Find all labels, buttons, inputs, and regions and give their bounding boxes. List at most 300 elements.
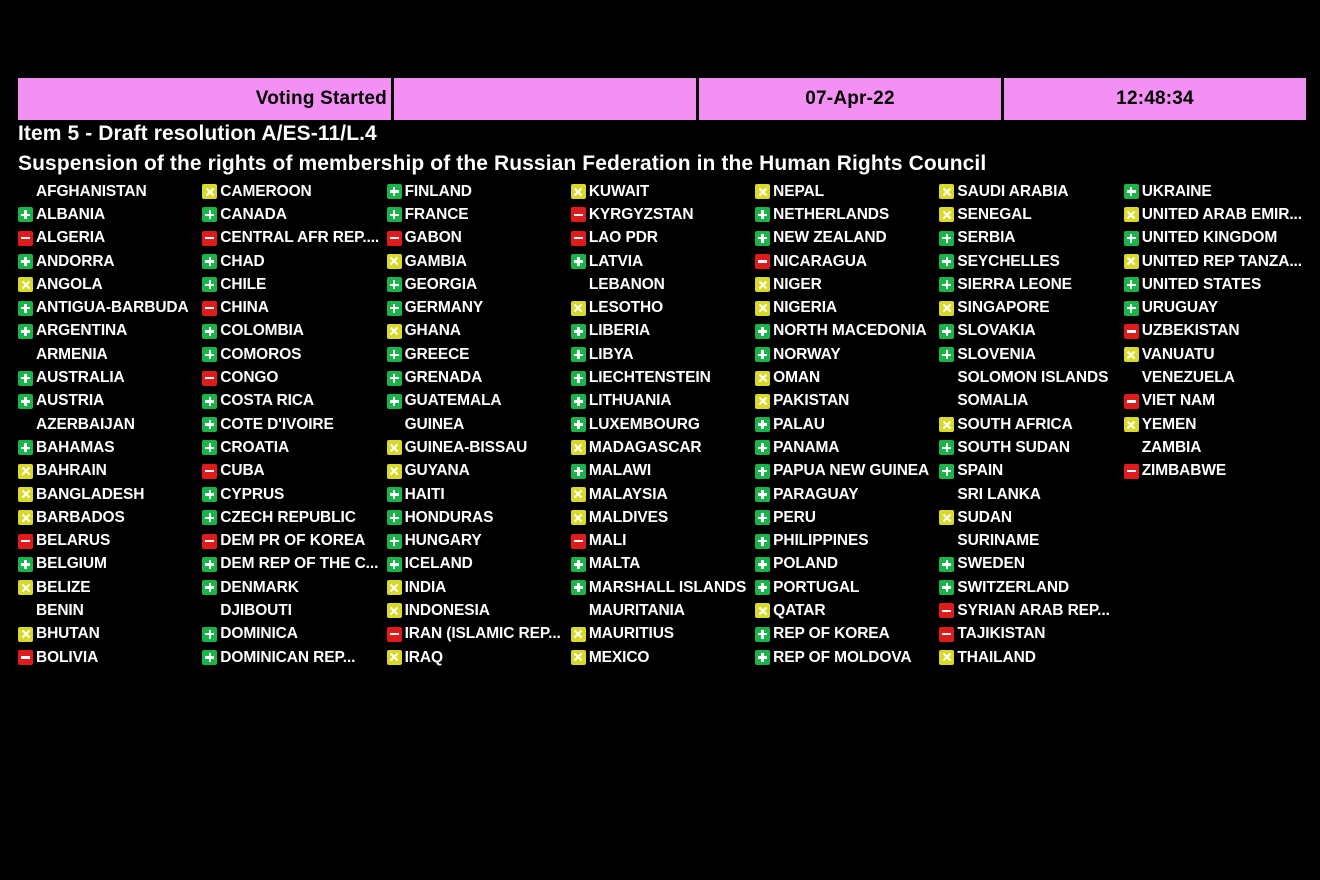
country-name: NICARAGUA: [773, 252, 867, 270]
country-vote-row: [387, 646, 571, 669]
country-vote-row: [202, 483, 386, 506]
country-vote-row: [571, 576, 755, 599]
abstain-vote-icon: [1124, 207, 1139, 222]
country-vote-row: [1124, 180, 1308, 203]
country-vote-row: [755, 483, 939, 506]
country-name: CYPRUS: [220, 485, 285, 503]
abstain-vote-icon: [571, 627, 586, 642]
country-vote-row: [571, 599, 755, 622]
yes-vote-icon: [387, 557, 402, 572]
country-name: SPAIN: [957, 462, 1004, 480]
abstain-vote-icon: [18, 627, 33, 642]
abstain-vote-icon: [571, 184, 586, 199]
yes-vote-icon: [571, 371, 586, 386]
abstain-vote-icon: [755, 603, 770, 618]
country-name: MEXICO: [588, 648, 650, 666]
country-vote-row: [939, 343, 1123, 366]
country-vote-row: [387, 436, 571, 459]
country-vote-row: [18, 273, 202, 296]
yes-vote-icon: [387, 394, 402, 409]
country-vote-row: [939, 320, 1123, 343]
yes-vote-icon: [387, 347, 402, 362]
yes-vote-icon: [755, 580, 770, 595]
country-vote-row: [1124, 227, 1308, 250]
country-name: SWEDEN: [957, 555, 1025, 573]
country-name: GUINEA: [404, 415, 465, 433]
no-vote-icon: [1124, 324, 1139, 339]
yes-vote-icon: [755, 440, 770, 455]
vote-column: [387, 180, 571, 669]
country-name: NORWAY: [773, 345, 841, 363]
yes-vote-icon: [202, 207, 217, 222]
country-vote-row: [939, 646, 1123, 669]
no-vote-icon: [202, 371, 217, 386]
country-name: SENEGAL: [957, 205, 1032, 223]
country-vote-row: [939, 250, 1123, 273]
yes-vote-icon: [202, 254, 217, 269]
country-vote-row: [755, 366, 939, 389]
country-vote-row: [202, 296, 386, 319]
country-vote-row: [18, 343, 202, 366]
country-vote-row: [755, 599, 939, 622]
country-name: GEORGIA: [404, 275, 478, 293]
country-vote-row: [755, 343, 939, 366]
country-vote-row: [571, 483, 755, 506]
country-name: INDIA: [404, 578, 447, 596]
country-name: DOMINICA: [220, 625, 298, 643]
yes-vote-icon: [202, 557, 217, 572]
no-vote-icon: [939, 603, 954, 618]
country-name: PANAMA: [773, 438, 840, 456]
abstain-vote-icon: [1124, 254, 1139, 269]
country-name: BELGIUM: [36, 555, 107, 573]
country-name: ZIMBABWE: [1141, 462, 1227, 480]
country-vote-row: [571, 506, 755, 529]
yes-vote-icon: [18, 324, 33, 339]
country-vote-row: [202, 343, 386, 366]
country-name: SLOVENIA: [957, 345, 1036, 363]
yes-vote-icon: [202, 487, 217, 502]
abstain-vote-icon: [387, 603, 402, 618]
vote-column: [18, 180, 202, 669]
country-name: KUWAIT: [588, 182, 650, 200]
country-name: PALAU: [773, 415, 825, 433]
country-name: LUXEMBOURG: [588, 415, 700, 433]
country-vote-row: [939, 529, 1123, 552]
country-vote-row: [387, 623, 571, 646]
abstain-vote-icon: [18, 580, 33, 595]
country-name: NORTH MACEDONIA: [773, 322, 927, 340]
country-name: MADAGASCAR: [588, 438, 702, 456]
abstain-vote-icon: [755, 184, 770, 199]
country-name: SIERRA LEONE: [957, 275, 1072, 293]
abstain-vote-icon: [755, 277, 770, 292]
country-vote-row: [571, 227, 755, 250]
country-name: LAO PDR: [588, 229, 658, 247]
country-name: POLAND: [773, 555, 838, 573]
country-vote-row: [1124, 343, 1308, 366]
country-name: BELARUS: [36, 532, 111, 550]
country-name: AUSTRIA: [36, 392, 105, 410]
country-vote-row: [755, 646, 939, 669]
country-name: MAURITIUS: [588, 625, 675, 643]
country-name: VENEZUELA: [1141, 369, 1235, 387]
country-name: TAJIKISTAN: [957, 625, 1046, 643]
country-name: NETHERLANDS: [773, 205, 890, 223]
yes-vote-icon: [755, 650, 770, 665]
yes-vote-icon: [571, 324, 586, 339]
yes-vote-icon: [387, 207, 402, 222]
vote-grid: [18, 180, 1308, 669]
abstain-vote-icon: [18, 510, 33, 525]
country-name: BELIZE: [36, 578, 91, 596]
country-vote-row: [387, 180, 571, 203]
country-name: HAITI: [404, 485, 445, 503]
yes-vote-icon: [202, 440, 217, 455]
no-vote-icon: [202, 301, 217, 316]
country-name: COLOMBIA: [220, 322, 304, 340]
yes-vote-icon: [571, 417, 586, 432]
country-name: PORTUGAL: [773, 578, 860, 596]
abstain-vote-icon: [755, 371, 770, 386]
country-vote-row: [755, 203, 939, 226]
country-vote-row: [571, 320, 755, 343]
yes-vote-icon: [202, 417, 217, 432]
country-name: CZECH REPUBLIC: [220, 508, 356, 526]
country-name: DEM REP OF THE C...: [220, 555, 379, 573]
yes-vote-icon: [202, 627, 217, 642]
country-vote-row: [387, 273, 571, 296]
country-vote-row: [18, 646, 202, 669]
yes-vote-icon: [18, 254, 33, 269]
country-name: BAHRAIN: [36, 462, 107, 480]
yes-vote-icon: [939, 277, 954, 292]
abstain-vote-icon: [939, 510, 954, 525]
country-name: AFGHANISTAN: [36, 182, 147, 200]
abstain-vote-icon: [1124, 417, 1139, 432]
country-name: BOLIVIA: [36, 648, 99, 666]
abstain-vote-icon: [387, 580, 402, 595]
abstain-vote-icon: [571, 301, 586, 316]
country-vote-row: [18, 576, 202, 599]
country-vote-row: [755, 506, 939, 529]
country-vote-row: [18, 460, 202, 483]
country-vote-row: [202, 227, 386, 250]
country-name: INDONESIA: [404, 601, 490, 619]
no-vote-icon: [387, 627, 402, 642]
country-name: ARMENIA: [36, 345, 108, 363]
country-vote-row: [571, 273, 755, 296]
country-name: GRENADA: [404, 369, 483, 387]
yes-vote-icon: [387, 534, 402, 549]
yes-vote-icon: [571, 394, 586, 409]
country-vote-row: [939, 576, 1123, 599]
country-vote-row: [387, 413, 571, 436]
country-vote-row: [387, 506, 571, 529]
country-name: CANADA: [220, 205, 287, 223]
country-vote-row: [939, 483, 1123, 506]
country-name: SLOVAKIA: [957, 322, 1036, 340]
yes-vote-icon: [939, 440, 954, 455]
yes-vote-icon: [202, 394, 217, 409]
country-name: SOUTH SUDAN: [957, 438, 1070, 456]
no-vote-icon: [18, 534, 33, 549]
country-vote-row: [18, 296, 202, 319]
no-vote-icon: [1124, 394, 1139, 409]
country-name: MALTA: [588, 555, 641, 573]
country-name: CONGO: [220, 369, 279, 387]
country-name: DEM PR OF KOREA: [220, 532, 366, 550]
country-vote-row: [939, 203, 1123, 226]
yes-vote-icon: [1124, 184, 1139, 199]
yes-vote-icon: [939, 231, 954, 246]
country-name: MARSHALL ISLANDS: [588, 578, 747, 596]
country-vote-row: [571, 250, 755, 273]
country-vote-row: [571, 529, 755, 552]
country-name: PAKISTAN: [773, 392, 850, 410]
vote-column: [1124, 180, 1308, 669]
country-name: BAHAMAS: [36, 438, 115, 456]
country-vote-row: [755, 436, 939, 459]
yes-vote-icon: [571, 464, 586, 479]
country-vote-row: [387, 366, 571, 389]
country-vote-row: [387, 296, 571, 319]
country-vote-row: [939, 180, 1123, 203]
yes-vote-icon: [755, 627, 770, 642]
country-name: SOUTH AFRICA: [957, 415, 1073, 433]
vote-column: [571, 180, 755, 669]
yes-vote-icon: [755, 557, 770, 572]
country-name: REP OF KOREA: [773, 625, 890, 643]
country-name: VANUATU: [1141, 345, 1215, 363]
yes-vote-icon: [571, 580, 586, 595]
abstain-vote-icon: [939, 207, 954, 222]
yes-vote-icon: [387, 301, 402, 316]
no-vote-icon: [18, 231, 33, 246]
country-name: VIET NAM: [1141, 392, 1215, 410]
yes-vote-icon: [1124, 231, 1139, 246]
yes-vote-icon: [755, 324, 770, 339]
country-name: SOMALIA: [957, 392, 1029, 410]
country-name: NIGERIA: [773, 299, 838, 317]
country-vote-row: [1124, 460, 1308, 483]
country-vote-row: [1124, 273, 1308, 296]
country-name: DOMINICAN REP...: [220, 648, 356, 666]
country-name: FRANCE: [404, 205, 469, 223]
country-name: LATVIA: [588, 252, 644, 270]
yes-vote-icon: [387, 487, 402, 502]
country-name: GABON: [404, 229, 462, 247]
country-vote-row: [202, 390, 386, 413]
yes-vote-icon: [755, 487, 770, 502]
country-vote-row: [755, 180, 939, 203]
abstain-vote-icon: [387, 650, 402, 665]
yes-vote-icon: [387, 184, 402, 199]
abstain-vote-icon: [571, 440, 586, 455]
country-vote-row: [387, 460, 571, 483]
country-vote-row: [18, 320, 202, 343]
yes-vote-icon: [202, 347, 217, 362]
country-vote-row: [18, 529, 202, 552]
country-name: LESOTHO: [588, 299, 664, 317]
country-vote-row: [387, 483, 571, 506]
abstain-vote-icon: [387, 440, 402, 455]
no-vote-icon: [202, 464, 217, 479]
country-name: GERMANY: [404, 299, 484, 317]
abstain-vote-icon: [202, 184, 217, 199]
yes-vote-icon: [939, 347, 954, 362]
abstain-vote-icon: [18, 487, 33, 502]
country-name: ARGENTINA: [36, 322, 128, 340]
country-vote-row: [202, 529, 386, 552]
abstain-vote-icon: [571, 650, 586, 665]
country-name: LEBANON: [588, 275, 665, 293]
country-name: ANGOLA: [36, 275, 103, 293]
country-vote-row: [939, 296, 1123, 319]
country-vote-row: [939, 390, 1123, 413]
no-vote-icon: [1124, 464, 1139, 479]
country-name: NEPAL: [773, 182, 825, 200]
country-name: UKRAINE: [1141, 182, 1212, 200]
yes-vote-icon: [18, 301, 33, 316]
country-name: SOLOMON ISLANDS: [957, 369, 1109, 387]
vote-column: [939, 180, 1123, 669]
country-vote-row: [202, 599, 386, 622]
country-vote-row: [571, 646, 755, 669]
country-name: PERU: [773, 508, 816, 526]
country-name: LIBYA: [588, 345, 634, 363]
country-vote-row: [939, 599, 1123, 622]
country-vote-row: [939, 366, 1123, 389]
country-name: AUSTRALIA: [36, 369, 125, 387]
country-vote-row: [387, 553, 571, 576]
yes-vote-icon: [939, 557, 954, 572]
country-name: GHANA: [404, 322, 461, 340]
country-vote-row: [1124, 436, 1308, 459]
country-vote-row: [202, 273, 386, 296]
abstain-vote-icon: [571, 510, 586, 525]
country-vote-row: [939, 227, 1123, 250]
country-vote-row: [18, 553, 202, 576]
country-vote-row: [18, 436, 202, 459]
abstain-vote-icon: [571, 487, 586, 502]
yes-vote-icon: [939, 254, 954, 269]
country-vote-row: [202, 506, 386, 529]
country-name: NIGER: [773, 275, 822, 293]
yes-vote-icon: [18, 440, 33, 455]
country-vote-row: [18, 390, 202, 413]
country-vote-row: [387, 250, 571, 273]
yes-vote-icon: [1124, 277, 1139, 292]
country-vote-row: [18, 599, 202, 622]
yes-vote-icon: [939, 464, 954, 479]
country-vote-row: [18, 250, 202, 273]
country-name: UNITED KINGDOM: [1141, 229, 1278, 247]
country-name: COSTA RICA: [220, 392, 314, 410]
abstain-vote-icon: [939, 650, 954, 665]
yes-vote-icon: [755, 231, 770, 246]
country-name: CHAD: [220, 252, 265, 270]
country-name: OMAN: [773, 369, 821, 387]
country-vote-row: [202, 320, 386, 343]
country-vote-row: [387, 529, 571, 552]
yes-vote-icon: [571, 557, 586, 572]
no-vote-icon: [571, 207, 586, 222]
abstain-vote-icon: [939, 184, 954, 199]
country-name: BENIN: [36, 601, 84, 619]
yes-vote-icon: [202, 277, 217, 292]
yes-vote-icon: [755, 510, 770, 525]
yes-vote-icon: [571, 347, 586, 362]
country-vote-row: [939, 506, 1123, 529]
country-vote-row: [755, 460, 939, 483]
country-name: GUINEA-BISSAU: [404, 438, 528, 456]
yes-vote-icon: [387, 510, 402, 525]
country-vote-row: [387, 599, 571, 622]
country-name: CUBA: [220, 462, 265, 480]
country-vote-row: [571, 436, 755, 459]
country-vote-row: [387, 203, 571, 226]
country-vote-row: [18, 483, 202, 506]
country-vote-row: [755, 390, 939, 413]
country-vote-row: [202, 460, 386, 483]
yes-vote-icon: [1124, 301, 1139, 316]
country-vote-row: [1124, 296, 1308, 319]
country-name: LIBERIA: [588, 322, 651, 340]
country-vote-row: [387, 227, 571, 250]
country-name: IRAQ: [404, 648, 443, 666]
country-name: MALAWI: [588, 462, 652, 480]
country-name: ALBANIA: [36, 205, 106, 223]
country-vote-row: [387, 390, 571, 413]
country-vote-row: [755, 250, 939, 273]
country-vote-row: [202, 576, 386, 599]
yes-vote-icon: [755, 464, 770, 479]
yes-vote-icon: [755, 207, 770, 222]
country-vote-row: [1124, 320, 1308, 343]
country-vote-row: [202, 553, 386, 576]
country-vote-row: [571, 203, 755, 226]
country-name: NEW ZEALAND: [773, 229, 887, 247]
country-vote-row: [939, 623, 1123, 646]
yes-vote-icon: [18, 557, 33, 572]
abstain-vote-icon: [939, 417, 954, 432]
country-vote-row: [1124, 203, 1308, 226]
country-vote-row: [939, 273, 1123, 296]
yes-vote-icon: [939, 580, 954, 595]
country-name: MAURITANIA: [588, 601, 685, 619]
country-name: ANTIGUA-BARBUDA: [36, 299, 189, 317]
country-name: HONDURAS: [404, 508, 494, 526]
country-name: THAILAND: [957, 648, 1036, 666]
country-name: FINLAND: [404, 182, 472, 200]
country-vote-row: [571, 366, 755, 389]
country-vote-row: [1124, 250, 1308, 273]
country-name: GREECE: [404, 345, 470, 363]
country-name: SWITZERLAND: [957, 578, 1070, 596]
yes-vote-icon: [18, 394, 33, 409]
country-name: HUNGARY: [404, 532, 482, 550]
no-vote-icon: [755, 254, 770, 269]
country-name: SERBIA: [957, 229, 1016, 247]
country-name: UNITED ARAB EMIR...: [1141, 205, 1302, 223]
country-name: REP OF MOLDOVA: [773, 648, 912, 666]
country-vote-row: [1124, 390, 1308, 413]
yes-vote-icon: [571, 254, 586, 269]
country-name: SYRIAN ARAB REP...: [957, 601, 1110, 619]
country-name: ICELAND: [404, 555, 473, 573]
yes-vote-icon: [18, 207, 33, 222]
